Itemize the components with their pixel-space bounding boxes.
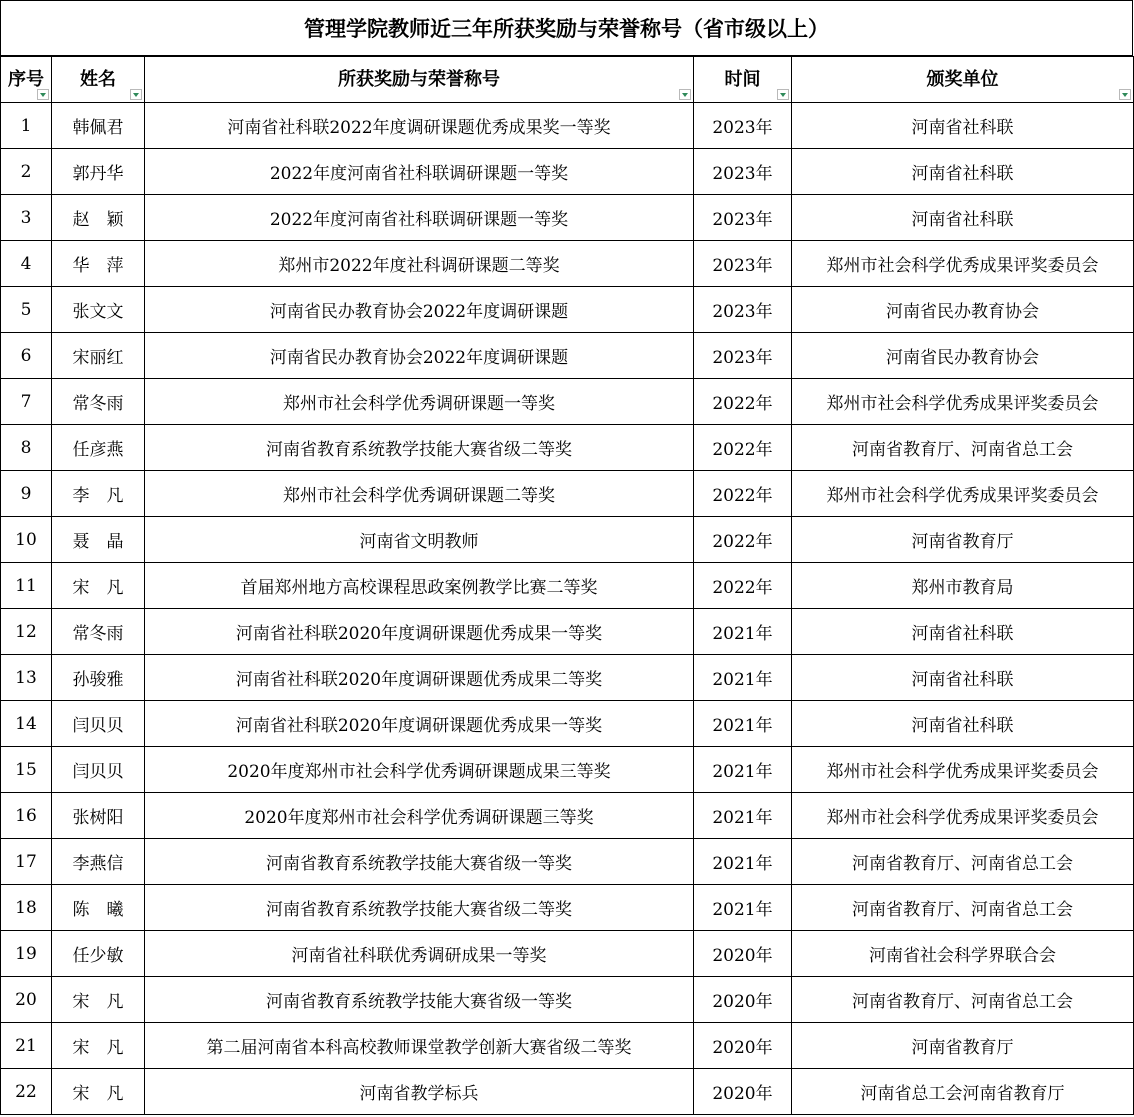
- cell-award[interactable]: 河南省社科联2020年度调研课题优秀成果一等奖: [145, 701, 694, 747]
- cell-name[interactable]: 李 凡: [52, 471, 145, 517]
- cell-year[interactable]: 2023年: [694, 103, 792, 149]
- table-row: [1, 747, 1134, 793]
- cell-org[interactable]: 河南省社科联: [792, 655, 1134, 701]
- cell-award[interactable]: 郑州市2022年度社科调研课题二等奖: [145, 241, 694, 287]
- cell-name[interactable]: 闫贝贝: [52, 701, 145, 747]
- table-row: [1, 103, 1134, 149]
- cell-index[interactable]: 18: [1, 885, 52, 931]
- cell-name[interactable]: 任少敏: [52, 931, 145, 977]
- table-row: [1, 1069, 1134, 1115]
- cell-year[interactable]: 2022年: [694, 563, 792, 609]
- table-row: [1, 701, 1134, 747]
- cell-org[interactable]: 河南省教育厅: [792, 1023, 1134, 1069]
- cell-org[interactable]: 河南省教育厅、河南省总工会: [792, 977, 1134, 1023]
- cell-year[interactable]: 2020年: [694, 977, 792, 1023]
- cell-name[interactable]: 宋 凡: [52, 563, 145, 609]
- cell-index[interactable]: 3: [1, 195, 52, 241]
- header-row: [1, 57, 1134, 103]
- cell-org[interactable]: 郑州市社会科学优秀成果评奖委员会: [792, 241, 1134, 287]
- cell-award[interactable]: 河南省社科联2022年度调研课题优秀成果奖一等奖: [145, 103, 694, 149]
- table-row: [1, 839, 1134, 885]
- column-header-index: [1, 57, 52, 103]
- cell-name[interactable]: 郭丹华: [52, 149, 145, 195]
- cell-org[interactable]: 河南省教育厅、河南省总工会: [792, 425, 1134, 471]
- cell-index[interactable]: 15: [1, 747, 52, 793]
- filter-dropdown-icon[interactable]: [1119, 89, 1131, 100]
- cell-org[interactable]: 河南省社科联: [792, 701, 1134, 747]
- cell-name[interactable]: 韩佩君: [52, 103, 145, 149]
- cell-name[interactable]: 聂 晶: [52, 517, 145, 563]
- cell-index[interactable]: 5: [1, 287, 52, 333]
- cell-index[interactable]: 4: [1, 241, 52, 287]
- cell-name[interactable]: 赵 颖: [52, 195, 145, 241]
- cell-org[interactable]: 河南省民办教育协会: [792, 287, 1134, 333]
- filter-dropdown-icon[interactable]: [777, 89, 789, 100]
- cell-name[interactable]: 陈 曦: [52, 885, 145, 931]
- cell-year[interactable]: 2021年: [694, 839, 792, 885]
- cell-org[interactable]: 河南省社科联: [792, 609, 1134, 655]
- cell-name[interactable]: 张文文: [52, 287, 145, 333]
- table-row: [1, 425, 1134, 471]
- cell-award[interactable]: 河南省社科联优秀调研成果一等奖: [145, 931, 694, 977]
- column-header-award: [145, 57, 694, 103]
- cell-org[interactable]: 郑州市社会科学优秀成果评奖委员会: [792, 747, 1134, 793]
- awards-table: [0, 56, 1134, 1115]
- table-row: [1, 287, 1134, 333]
- cell-year[interactable]: 2023年: [694, 287, 792, 333]
- cell-name[interactable]: 宋 凡: [52, 1023, 145, 1069]
- cell-award[interactable]: 河南省教学标兵: [145, 1069, 694, 1115]
- cell-name[interactable]: 宋 凡: [52, 1069, 145, 1115]
- cell-award[interactable]: 2020年度郑州市社会科学优秀调研课题成果三等奖: [145, 747, 694, 793]
- column-header-label: 序号: [8, 68, 44, 90]
- table-row: [1, 1023, 1134, 1069]
- cell-year[interactable]: 2020年: [694, 1023, 792, 1069]
- cell-year[interactable]: 2021年: [694, 701, 792, 747]
- table-row: [1, 517, 1134, 563]
- cell-org[interactable]: 郑州市社会科学优秀成果评奖委员会: [792, 793, 1134, 839]
- cell-name[interactable]: 宋丽红: [52, 333, 145, 379]
- cell-award[interactable]: 河南省民办教育协会2022年度调研课题: [145, 287, 694, 333]
- cell-award[interactable]: 郑州市社会科学优秀调研课题一等奖: [145, 379, 694, 425]
- table-row: [1, 195, 1134, 241]
- cell-name[interactable]: 常冬雨: [52, 609, 145, 655]
- cell-year[interactable]: 2022年: [694, 471, 792, 517]
- cell-award[interactable]: 郑州市社会科学优秀调研课题二等奖: [145, 471, 694, 517]
- cell-org[interactable]: 河南省社科联: [792, 149, 1134, 195]
- column-header-label: 所获奖励与荣誉称号: [338, 68, 500, 90]
- table-row: [1, 149, 1134, 195]
- cell-award[interactable]: 2022年度河南省社科联调研课题一等奖: [145, 195, 694, 241]
- table-row: [1, 471, 1134, 517]
- cell-index[interactable]: 6: [1, 333, 52, 379]
- cell-year[interactable]: 2020年: [694, 1069, 792, 1115]
- filter-dropdown-icon[interactable]: [130, 89, 142, 100]
- cell-index[interactable]: 22: [1, 1069, 52, 1115]
- cell-index[interactable]: 13: [1, 655, 52, 701]
- cell-award[interactable]: 河南省教育系统教学技能大赛省级一等奖: [145, 839, 694, 885]
- cell-index[interactable]: 14: [1, 701, 52, 747]
- filter-dropdown-icon[interactable]: [679, 89, 691, 100]
- cell-org[interactable]: 河南省教育厅: [792, 517, 1134, 563]
- cell-name[interactable]: 闫贝贝: [52, 747, 145, 793]
- cell-index[interactable]: 17: [1, 839, 52, 885]
- cell-index[interactable]: 9: [1, 471, 52, 517]
- cell-org[interactable]: 河南省教育厅、河南省总工会: [792, 885, 1134, 931]
- cell-name[interactable]: 任彦燕: [52, 425, 145, 471]
- cell-index[interactable]: 8: [1, 425, 52, 471]
- cell-name[interactable]: 李燕信: [52, 839, 145, 885]
- cell-index[interactable]: 11: [1, 563, 52, 609]
- column-header-org: [792, 57, 1134, 103]
- cell-year[interactable]: 2022年: [694, 517, 792, 563]
- column-header-name: [52, 57, 145, 103]
- cell-award[interactable]: 首届郑州地方高校课程思政案例教学比赛二等奖: [145, 563, 694, 609]
- cell-year[interactable]: 2021年: [694, 609, 792, 655]
- cell-award[interactable]: 河南省民办教育协会2022年度调研课题: [145, 333, 694, 379]
- cell-index[interactable]: 16: [1, 793, 52, 839]
- cell-year[interactable]: 2021年: [694, 793, 792, 839]
- table-row: [1, 931, 1134, 977]
- table-row: [1, 977, 1134, 1023]
- cell-award[interactable]: 河南省社科联2020年度调研课题优秀成果一等奖: [145, 609, 694, 655]
- cell-index[interactable]: 1: [1, 103, 52, 149]
- cell-org[interactable]: 河南省教育厅、河南省总工会: [792, 839, 1134, 885]
- cell-index[interactable]: 12: [1, 609, 52, 655]
- cell-year[interactable]: 2023年: [694, 195, 792, 241]
- table-row: [1, 793, 1134, 839]
- table-row: [1, 333, 1134, 379]
- cell-index[interactable]: 2: [1, 149, 52, 195]
- table-row: [1, 563, 1134, 609]
- table-row: [1, 241, 1134, 287]
- column-header-label: 姓名: [80, 68, 116, 90]
- cell-year[interactable]: 2020年: [694, 931, 792, 977]
- cell-year[interactable]: 2023年: [694, 241, 792, 287]
- column-header-year: [694, 57, 792, 103]
- cell-year[interactable]: 2023年: [694, 333, 792, 379]
- cell-index[interactable]: 10: [1, 517, 52, 563]
- table-row: [1, 609, 1134, 655]
- sheet-title: 管理学院教师近三年所获奖励与荣誉称号（省市级以上）: [0, 0, 1133, 56]
- table-row: [1, 379, 1134, 425]
- cell-name[interactable]: 华 萍: [52, 241, 145, 287]
- cell-name[interactable]: 张树阳: [52, 793, 145, 839]
- cell-org[interactable]: 郑州市社会科学优秀成果评奖委员会: [792, 379, 1134, 425]
- cell-award[interactable]: 河南省教育系统教学技能大赛省级二等奖: [145, 425, 694, 471]
- column-header-label: 颁奖单位: [926, 68, 999, 90]
- cell-year[interactable]: 2023年: [694, 149, 792, 195]
- cell-index[interactable]: 7: [1, 379, 52, 425]
- cell-award[interactable]: 2020年度郑州市社会科学优秀调研课题三等奖: [145, 793, 694, 839]
- cell-index[interactable]: 21: [1, 1023, 52, 1069]
- cell-org[interactable]: 河南省社科联: [792, 103, 1134, 149]
- cell-award[interactable]: 河南省教育系统教学技能大赛省级二等奖: [145, 885, 694, 931]
- cell-org[interactable]: 郑州市教育局: [792, 563, 1134, 609]
- cell-name[interactable]: 常冬雨: [52, 379, 145, 425]
- cell-year[interactable]: 2021年: [694, 655, 792, 701]
- cell-index[interactable]: 19: [1, 931, 52, 977]
- cell-name[interactable]: 宋 凡: [52, 977, 145, 1023]
- cell-year[interactable]: 2022年: [694, 425, 792, 471]
- column-header-label: 时间: [724, 68, 761, 90]
- cell-name[interactable]: 孙骏雅: [52, 655, 145, 701]
- table-row: [1, 885, 1134, 931]
- cell-org[interactable]: 河南省社会科学界联合会: [792, 931, 1134, 977]
- cell-award[interactable]: 第二届河南省本科高校教师课堂教学创新大赛省级二等奖: [145, 1023, 694, 1069]
- cell-year[interactable]: 2022年: [694, 379, 792, 425]
- table-row: [1, 655, 1134, 701]
- cell-award[interactable]: 河南省教育系统教学技能大赛省级一等奖: [145, 977, 694, 1023]
- cell-award[interactable]: 河南省社科联2020年度调研课题优秀成果二等奖: [145, 655, 694, 701]
- cell-org[interactable]: 郑州市社会科学优秀成果评奖委员会: [792, 471, 1134, 517]
- cell-org[interactable]: 河南省民办教育协会: [792, 333, 1134, 379]
- cell-org[interactable]: 河南省社科联: [792, 195, 1134, 241]
- cell-award[interactable]: 2022年度河南省社科联调研课题一等奖: [145, 149, 694, 195]
- cell-award[interactable]: 河南省文明教师: [145, 517, 694, 563]
- cell-index[interactable]: 20: [1, 977, 52, 1023]
- filter-dropdown-icon[interactable]: [37, 89, 49, 100]
- cell-org[interactable]: 河南省总工会河南省教育厅: [792, 1069, 1134, 1115]
- cell-year[interactable]: 2021年: [694, 747, 792, 793]
- cell-year[interactable]: 2021年: [694, 885, 792, 931]
